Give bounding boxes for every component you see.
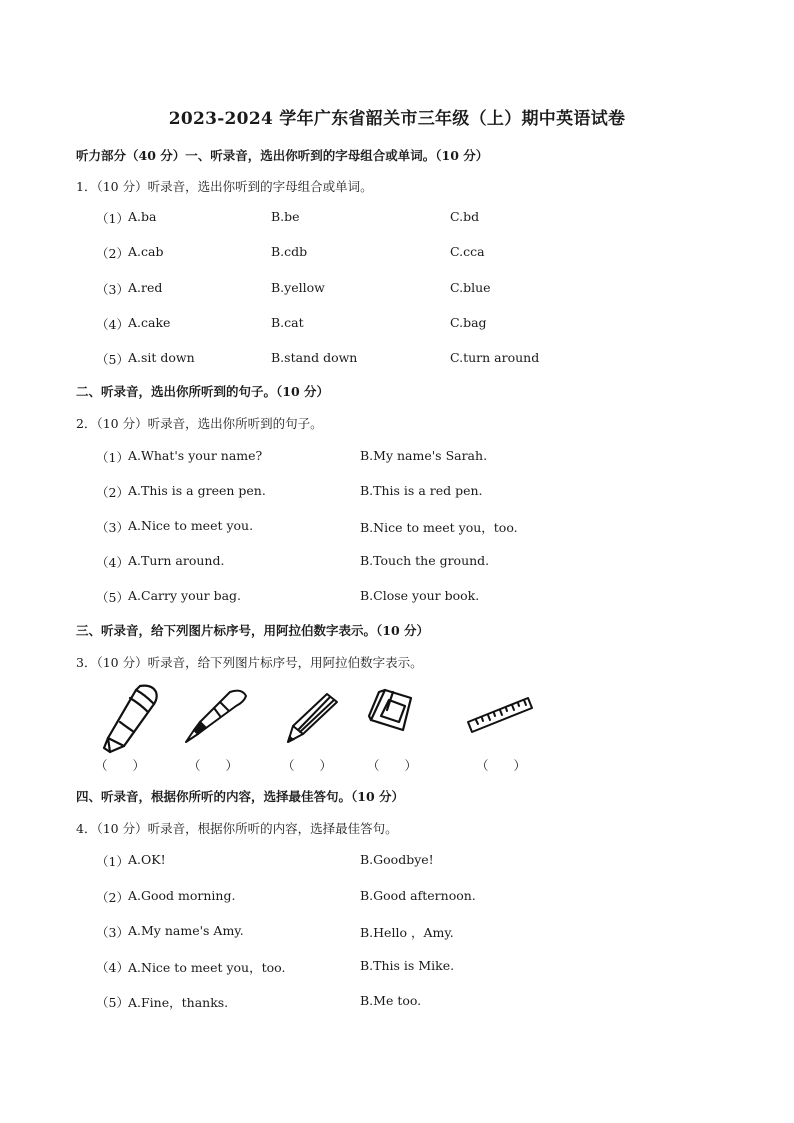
option-b: B.This is a red pen. (360, 483, 483, 498)
picture-answer-blank[interactable]: （ ） (476, 758, 527, 773)
option-b: B.stand down (271, 350, 358, 365)
fountain-pen-icon (180, 688, 250, 748)
option-a: A.OK! (128, 852, 166, 867)
item-number: （5） (96, 995, 129, 1010)
pencil-icon (285, 690, 341, 746)
q4-item-4 (0, 958, 794, 976)
item-number: （2） (96, 890, 129, 905)
option-a: A.My name's Amy. (128, 923, 244, 938)
q1-item-5 (0, 350, 794, 368)
option-b: B.This is Mike. (360, 958, 455, 973)
section1-header: 听力部分（40 分）一、听录音，选出你听到的字母组合或单词。（10 分） (76, 148, 489, 163)
q4-item-1 (0, 852, 794, 870)
picture-answer-blank[interactable]: （ ） (367, 758, 418, 773)
ruler-icon (464, 692, 536, 736)
item-number: （1） (96, 211, 129, 226)
option-b: B.Good afternoon. (360, 888, 476, 903)
option-c: C.bag (450, 315, 487, 330)
option-c: C.cca (450, 244, 485, 259)
option-b: B.cat (271, 315, 304, 330)
option-b: B.be (271, 209, 300, 224)
option-a: A.Carry your bag. (128, 588, 242, 603)
item-number: （5） (96, 352, 129, 367)
item-number: （4） (96, 960, 129, 975)
q2-item-1 (0, 448, 794, 466)
crayon-icon (100, 682, 162, 754)
q1-item-2 (0, 244, 794, 262)
eraser-icon (365, 686, 417, 736)
item-number: （1） (96, 854, 129, 869)
question4-text: 4．（10 分）听录音，根据你所听的内容，选择最佳答句。 (76, 821, 398, 836)
option-b: B.cdb (271, 244, 308, 259)
option-a: A.cake (128, 315, 171, 330)
q4-item-5 (0, 993, 794, 1011)
item-number: （3） (96, 282, 129, 297)
option-a: A.Fine，thanks. (128, 995, 229, 1010)
picture-answer-blank[interactable]: （ ） (282, 758, 333, 773)
option-a: A.What's your name? (128, 448, 263, 463)
q2-item-2 (0, 483, 794, 501)
item-number: （3） (96, 520, 129, 535)
option-a: A.Good morning. (128, 888, 236, 903)
option-a: A.Turn around. (128, 553, 225, 568)
item-number: （2） (96, 485, 129, 500)
option-a: A.This is a green pen. (128, 483, 266, 498)
item-number: （4） (96, 555, 129, 570)
q4-item-2 (0, 888, 794, 906)
item-number: （2） (96, 246, 129, 261)
option-b: B.Touch the ground. (360, 553, 490, 568)
option-a: A.ba (128, 209, 157, 224)
section3-header: 三、听录音，给下列图片标序号，用阿拉伯数字表示。（10 分） (76, 623, 429, 638)
option-b: B.Nice to meet you，too. (360, 520, 518, 535)
item-number: （1） (96, 450, 129, 465)
option-b: B.Close your book. (360, 588, 480, 603)
question3-text: 3．（10 分）听录音，给下列图片标序号，用阿拉伯数字表示。 (76, 655, 423, 670)
item-number: （4） (96, 317, 129, 332)
section2-header: 二、听录音，选出你所听到的句子。（10 分） (76, 384, 329, 399)
option-b: B.My name's Sarah. (360, 448, 488, 463)
option-b: B.Me too. (360, 993, 422, 1008)
option-c: C.blue (450, 280, 491, 295)
option-a: A.red (128, 280, 163, 295)
page-title: 2023-2024 学年广东省韶关市三年级（上）期中英语试卷 (168, 109, 626, 129)
item-number: （5） (96, 590, 129, 605)
q2-item-3 (0, 518, 794, 536)
question1-text: 1．（10 分）听录音，选出你听到的字母组合或单词。 (76, 179, 373, 194)
q4-item-3 (0, 923, 794, 941)
question2-text: 2．（10 分）听录音，选出你所听到的句子。 (76, 416, 323, 431)
picture-answer-blank[interactable]: （ ） (188, 758, 239, 773)
item-number: （3） (96, 925, 129, 940)
q1-item-1 (0, 209, 794, 227)
option-b: B.Goodbye! (360, 852, 434, 867)
option-c: C.bd (450, 209, 480, 224)
option-b: B.Hello ，Amy. (360, 925, 454, 940)
option-a: A.Nice to meet you. (128, 518, 254, 533)
option-a: A.sit down (128, 350, 195, 365)
q2-item-4 (0, 553, 794, 571)
q1-item-3 (0, 280, 794, 298)
q1-item-4 (0, 315, 794, 333)
option-b: B.yellow (271, 280, 325, 295)
q2-item-5 (0, 588, 794, 606)
section4-header: 四、听录音，根据你所听的内容，选择最佳答句。（10 分） (76, 789, 404, 804)
option-c: C.turn around (450, 350, 540, 365)
picture-answer-blank[interactable]: （ ） (95, 758, 146, 773)
option-a: A.Nice to meet you，too. (128, 960, 286, 975)
option-a: A.cab (128, 244, 164, 259)
